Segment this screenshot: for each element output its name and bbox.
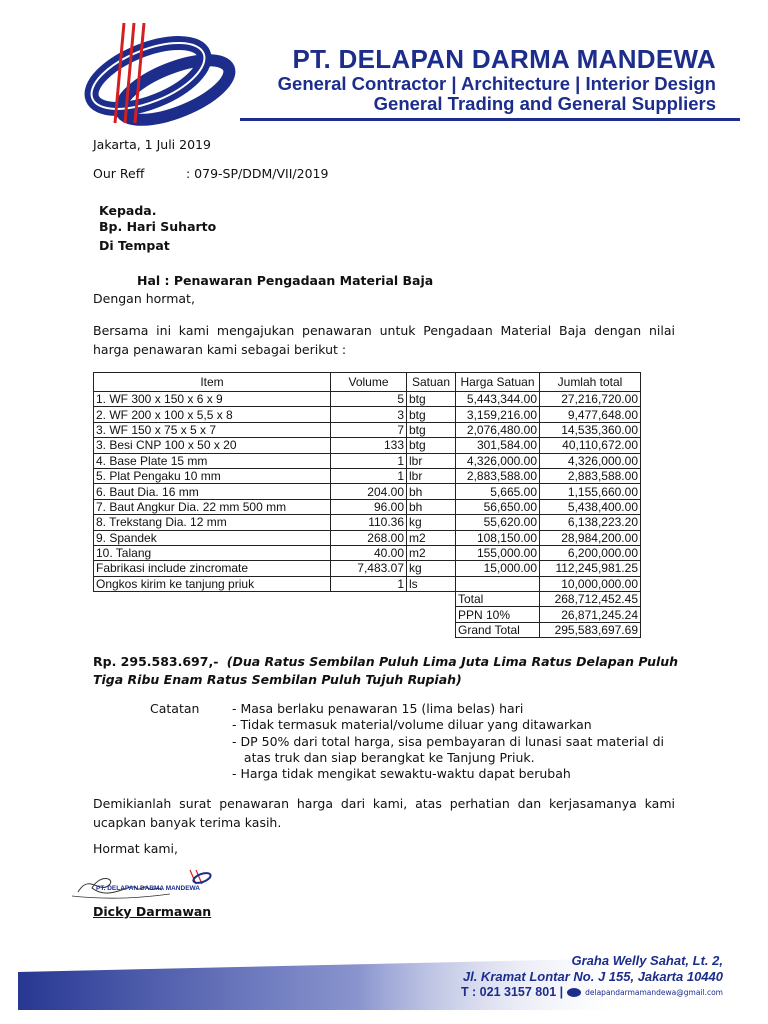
header-satuan: Satuan (407, 373, 456, 392)
company-services: General Contractor | Architecture | Interior Design (277, 73, 716, 94)
amount-line1 (93, 654, 678, 669)
jumlah-cell: 5,438,400.00 (540, 499, 641, 514)
to-place: Di Tempat (99, 238, 170, 253)
header-jumlah-total: Jumlah total (540, 373, 641, 392)
jumlah-cell: 27,216,720.00 (540, 392, 641, 407)
volume-cell: 7 (331, 422, 407, 437)
harga-cell (456, 576, 540, 591)
volume-cell: 1 (331, 453, 407, 468)
item-cell: 3. Besi CNP 100 x 50 x 20 (94, 438, 331, 453)
item-cell: 5. Plat Pengaku 10 mm (94, 468, 331, 483)
table-row (94, 499, 641, 514)
jumlah-cell: 40,110,672.00 (540, 438, 641, 453)
volume-cell: 7,483.07 (331, 561, 407, 576)
satuan-cell: btg (407, 438, 456, 453)
table-row (94, 453, 641, 468)
table-row (94, 392, 641, 407)
item-cell: 8. Trekstang Dia. 12 mm (94, 515, 331, 530)
item-cell: 3. WF 150 x 75 x 5 x 7 (94, 422, 331, 437)
ppn-value: 26,871,245.24 (540, 607, 641, 622)
footer-email: delapandarmamandewa@gmail.com (585, 987, 723, 997)
header-item: Item (94, 373, 331, 392)
note-item: - Tidak termasuk material/volume diluar yang ditawarkan (232, 717, 592, 733)
footer-contact (461, 985, 723, 999)
footer-address-1: Graha Welly Sahat, Lt. 2, (571, 953, 723, 968)
harga-cell: 3,159,216.00 (456, 407, 540, 422)
signature-icon (70, 862, 230, 904)
item-cell: 2. WF 200 x 100 x 5,5 x 8 (94, 407, 331, 422)
note-item: atas truk dan siap berangkat ke Tanjung Priuk. (232, 749, 535, 765)
to-name: Bp. Hari Suharto (99, 219, 217, 234)
harga-cell: 56,650.00 (456, 499, 540, 514)
total-row (94, 592, 641, 607)
harga-cell: 15,000.00 (456, 561, 540, 576)
volume-cell: 40.00 (331, 545, 407, 560)
table-row (94, 484, 641, 499)
harga-cell: 108,150.00 (456, 530, 540, 545)
harga-cell: 155,000.00 (456, 545, 540, 560)
amount-number: Rp. 295.583.697,- (93, 654, 219, 669)
harga-cell: 5,443,344.00 (456, 392, 540, 407)
greeting: Dengan hormat, (93, 291, 195, 306)
item-cell: 7. Baut Angkur Dia. 22 mm 500 mm (94, 499, 331, 514)
to-label: Kepada. (99, 203, 157, 218)
satuan-cell: m2 (407, 530, 456, 545)
total-label: Total (456, 592, 540, 607)
amount-words-1: (Dua Ratus Sembilan Puluh Lima Juta Lima Ratus Delapan Puluh (226, 654, 679, 669)
item-cell: 6. Baut Dia. 16 mm (94, 484, 331, 499)
satuan-cell: kg (407, 561, 456, 576)
item-cell: Ongkos kirim ke tanjung priuk (94, 576, 331, 591)
table-row (94, 561, 641, 576)
satuan-cell: lbr (407, 453, 456, 468)
jumlah-cell: 112,245,981.25 (540, 561, 641, 576)
ppn-row (94, 607, 641, 622)
table-row (94, 530, 641, 545)
header-volume: Volume (331, 373, 407, 392)
jumlah-cell: 14,535,360.00 (540, 422, 641, 437)
table-row (94, 438, 641, 453)
harga-cell: 55,620.00 (456, 515, 540, 530)
intro-paragraph: Bersama ini kami mengajukan penawaran untuk Pengadaan Material Baja dengan nilai harga penawaran kami sebagai berikut : (93, 323, 675, 357)
closing-paragraph: Demikianlah surat penawaran harga dari kami, atas perhatian dan kerjasamanya kami ucapkan banyak terima kasih. (93, 796, 675, 830)
jumlah-cell: 10,000,000.00 (540, 576, 641, 591)
footer-address-2: Jl. Kramat Lontar No. J 155, Jakarta 10440 (462, 969, 723, 984)
item-cell: 1. WF 300 x 150 x 6 x 9 (94, 392, 331, 407)
table-row (94, 407, 641, 422)
satuan-cell: btg (407, 422, 456, 437)
item-cell: 10. Talang (94, 545, 331, 560)
satuan-cell: m2 (407, 545, 456, 560)
ref-label: Our Reff (93, 166, 145, 181)
notes-list (232, 701, 664, 782)
grand-total-value: 295,583,697.69 (540, 622, 641, 637)
note-item: - DP 50% dari total harga, sisa pembayaran di lunasi saat material di (232, 733, 665, 749)
volume-cell: 3 (331, 407, 407, 422)
footer-phone: T : 021 3157 801 | (460, 985, 564, 999)
harga-cell: 5,665.00 (456, 484, 540, 499)
grand-total-label: Grand Total (456, 622, 540, 637)
jumlah-cell: 9,477,648.00 (540, 407, 641, 422)
table-header-row (94, 373, 641, 392)
satuan-cell: kg (407, 515, 456, 530)
item-cell: Fabrikasi include zincromate (94, 561, 331, 576)
jumlah-cell: 2,883,588.00 (540, 468, 641, 483)
jumlah-cell: 4,326,000.00 (540, 453, 641, 468)
harga-cell: 2,076,480.00 (456, 422, 540, 437)
satuan-cell: bh (407, 499, 456, 514)
jumlah-cell: 1,155,660.00 (540, 484, 641, 499)
stamp-company: PT. DELAPAN DARMA MANDEWA (96, 885, 200, 892)
table-row (94, 576, 641, 591)
volume-cell: 133 (331, 438, 407, 453)
satuan-cell: ls (407, 576, 456, 591)
ppn-label: PPN 10% (456, 607, 540, 622)
harga-cell: 301,584.00 (456, 438, 540, 453)
regards: Hormat kami, (93, 841, 178, 856)
amount-words-2: Tiga Ribu Enam Ratus Sembilan Puluh Tujuh Rupiah) (93, 672, 462, 687)
jumlah-cell: 6,138,223.20 (540, 515, 641, 530)
signer-name: Dicky Darmawan (93, 904, 212, 919)
jumlah-cell: 6,200,000.00 (540, 545, 641, 560)
satuan-cell: bh (407, 484, 456, 499)
harga-cell: 4,326,000.00 (456, 453, 540, 468)
letter-date: Jakarta, 1 Juli 2019 (93, 137, 211, 152)
ref-value: : 079-SP/DDM/VII/2019 (186, 166, 329, 181)
item-cell: 4. Base Plate 15 mm (94, 453, 331, 468)
volume-cell: 1 (331, 576, 407, 591)
notes-label: Catatan (150, 701, 200, 716)
volume-cell: 110.36 (331, 515, 407, 530)
volume-cell: 96.00 (331, 499, 407, 514)
satuan-cell: btg (407, 407, 456, 422)
company-logo-icon (60, 18, 280, 130)
harga-cell: 2,883,588.00 (456, 468, 540, 483)
company-trading: General Trading and General Suppliers (373, 93, 716, 114)
volume-cell: 1 (331, 468, 407, 483)
note-item: - Masa berlaku penawaran 15 (lima belas) hari (232, 701, 524, 716)
volume-cell: 5 (331, 392, 407, 407)
satuan-cell: btg (407, 392, 456, 407)
satuan-cell: lbr (407, 468, 456, 483)
table-row (94, 422, 641, 437)
email-icon (567, 988, 581, 997)
company-name: PT. DELAPAN DARMA MANDEWA (292, 44, 716, 74)
header-harga-satuan: Harga Satuan (456, 373, 540, 392)
grand-total-row (94, 622, 641, 637)
table-row (94, 515, 641, 530)
footer-band (18, 958, 638, 1010)
volume-cell: 204.00 (331, 484, 407, 499)
note-item: - Harga tidak mengikat sewaktu-waktu dapat berubah (232, 766, 571, 782)
table-row (94, 545, 641, 560)
volume-cell: 268.00 (331, 530, 407, 545)
quote-table (93, 372, 641, 638)
subject: Hal : Penawaran Pengadaan Material Baja (137, 273, 434, 288)
item-cell: 9. Spandek (94, 530, 331, 545)
total-value: 268,712,452.45 (540, 592, 641, 607)
table-row (94, 468, 641, 483)
jumlah-cell: 28,984,200.00 (540, 530, 641, 545)
header-divider (240, 118, 740, 121)
